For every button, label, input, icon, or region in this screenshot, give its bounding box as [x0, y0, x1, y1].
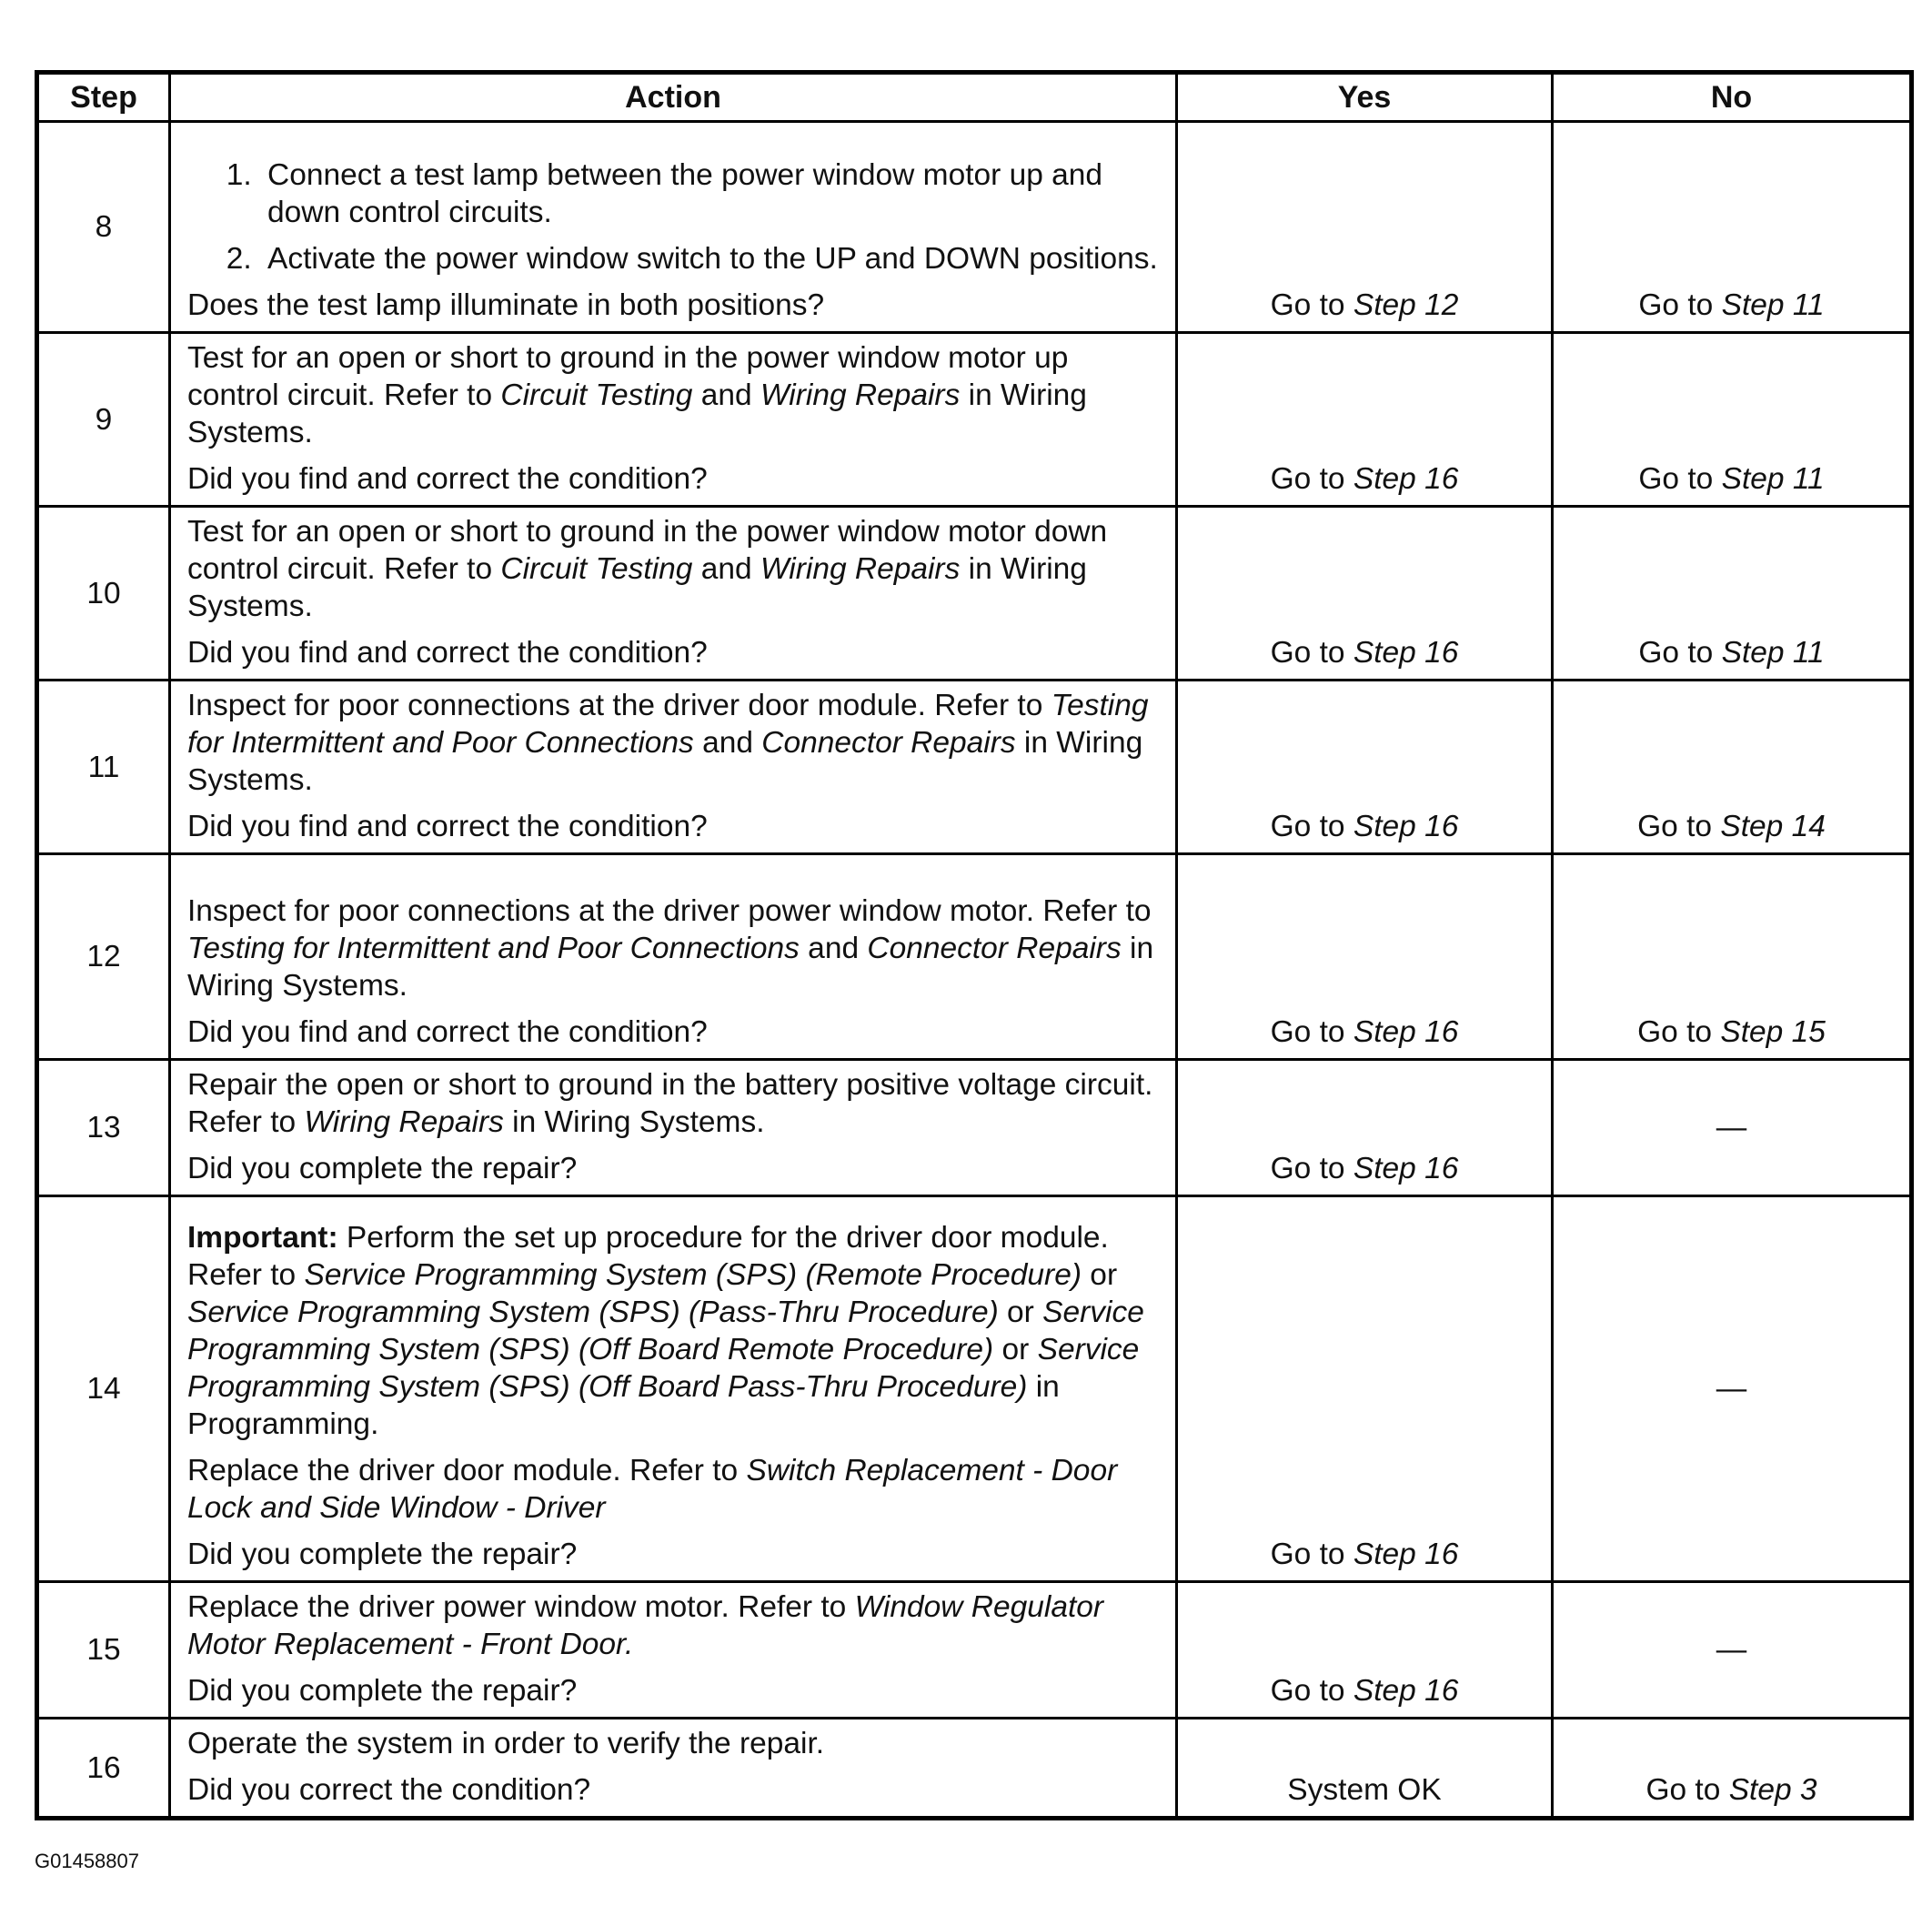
action-text: in Programming. — [187, 1370, 1060, 1441]
action-text: and — [692, 378, 760, 412]
step-number: 14 — [37, 1196, 170, 1582]
no-outcome — [1553, 681, 1912, 854]
outcome-prefix: Go to — [1270, 1538, 1353, 1571]
outcome-prefix: Go to — [1270, 1015, 1353, 1049]
step-number: 9 — [37, 333, 170, 507]
reference-link: Connector Repairs — [761, 726, 1016, 760]
yes-outcome — [1177, 1196, 1553, 1582]
step-reference: Step 11 — [1721, 636, 1825, 670]
table-row — [37, 854, 1912, 1060]
no-outcome — [1553, 1196, 1912, 1582]
outcome-text: — — [1716, 1372, 1747, 1406]
action-text: Replace the driver door module. Refer to — [187, 1454, 747, 1487]
substep-item: 2. Activate the power window switch to the UP and DOWN positions. — [260, 240, 1162, 277]
step-reference: Step 16 — [1353, 462, 1459, 496]
action-text: Test for an open or short to ground in the power window motor down control circuit. Refer to — [187, 515, 1108, 586]
outcome-prefix: Go to — [1638, 462, 1722, 496]
yes-outcome — [1177, 1719, 1553, 1819]
outcome-text: System OK — [1287, 1773, 1442, 1807]
action-question: Does the test lamp illuminate in both positions? — [187, 288, 825, 322]
action-cell — [170, 854, 1177, 1060]
action-cell — [170, 681, 1177, 854]
action-instruction — [187, 1066, 1162, 1141]
step-reference: Step 15 — [1720, 1015, 1826, 1049]
action-text: and — [799, 932, 868, 965]
step-reference: Step 11 — [1721, 288, 1825, 322]
reference-link: Service Programming System (SPS) (Pass-Thru Procedure) — [187, 1296, 999, 1329]
table-row — [37, 333, 1912, 507]
action-text: Test for an open or short to ground in the power window motor up control circuit. Refer to — [187, 341, 1069, 412]
yes-outcome — [1177, 1582, 1553, 1719]
reference-link: Testing for Intermittent and Poor Connections — [187, 932, 800, 965]
reference-link: Service Programming System (SPS) (Off Board Pass-Thru Procedure) — [187, 1333, 1140, 1404]
action-cell — [170, 1196, 1177, 1582]
outcome-prefix: Go to — [1270, 1674, 1353, 1708]
step-number: 11 — [37, 681, 170, 854]
action-text: Replace the driver power window motor. Refer to — [187, 1590, 855, 1624]
reference-link: Wiring Repairs — [760, 552, 961, 586]
reference-link: Testing for Intermittent and Poor Connections — [187, 689, 1149, 760]
reference-link: Connector Repairs — [867, 932, 1122, 965]
no-outcome — [1553, 1582, 1912, 1719]
action-text: Perform the set up procedure for the driver door module. Refer to — [187, 1221, 1109, 1292]
reference-link: Service Programming System (SPS) (Off Board Remote Procedure) — [187, 1296, 1144, 1366]
outcome-prefix: Go to — [1645, 1773, 1729, 1807]
action-text: and — [692, 552, 760, 586]
yes-outcome — [1177, 507, 1553, 681]
step-reference: Step 16 — [1353, 1538, 1459, 1571]
action-text: in Wiring Systems. — [187, 552, 1087, 623]
no-outcome — [1553, 507, 1912, 681]
step-reference: Step 16 — [1353, 1674, 1459, 1708]
action-text: or — [993, 1333, 1038, 1366]
action-cell — [170, 1060, 1177, 1196]
step-number: 16 — [37, 1719, 170, 1819]
action-question: Did you find and correct the condition? — [187, 636, 708, 670]
action-instruction — [187, 1588, 1162, 1663]
action-text: or — [998, 1296, 1043, 1329]
no-outcome — [1553, 122, 1912, 333]
action-question: Did you complete the repair? — [187, 1674, 578, 1708]
outcome-prefix: Go to — [1270, 288, 1353, 322]
header-no: No — [1553, 73, 1912, 122]
header-row — [37, 73, 1912, 122]
step-number: 12 — [37, 854, 170, 1060]
no-outcome — [1553, 333, 1912, 507]
table-row — [37, 122, 1912, 333]
step-reference: Step 11 — [1721, 462, 1825, 496]
action-text: and — [693, 726, 762, 760]
outcome-text: — — [1716, 1111, 1747, 1145]
outcome-prefix: Go to — [1270, 636, 1353, 670]
action-question: Did you find and correct the condition? — [187, 810, 708, 843]
table-row — [37, 1719, 1912, 1819]
table-row — [37, 1196, 1912, 1582]
reference-link: Circuit Testing — [500, 378, 693, 412]
diagnostic-table — [35, 70, 1914, 1820]
important-note — [187, 1219, 1162, 1443]
header-step: Step — [37, 73, 170, 122]
action-cell — [170, 507, 1177, 681]
outcome-prefix: Go to — [1270, 810, 1353, 843]
table-row — [37, 1060, 1912, 1196]
action-cell — [170, 333, 1177, 507]
reference-link: Wiring Repairs — [304, 1105, 504, 1139]
step-number: 8 — [37, 122, 170, 333]
reference-link: Service Programming System (SPS) (Remote Procedure) — [304, 1258, 1082, 1292]
action-question: Did you complete the repair? — [187, 1152, 578, 1185]
step-reference: Step 3 — [1728, 1773, 1817, 1807]
substep-list — [187, 156, 1162, 277]
substep-item: 1. Connect a test lamp between the power window motor up and down control circuits. — [260, 156, 1162, 231]
no-outcome — [1553, 1060, 1912, 1196]
action-instruction — [187, 1725, 1162, 1762]
action-question: Did you correct the condition? — [187, 1773, 591, 1807]
outcome-prefix: Go to — [1638, 636, 1722, 670]
action-text: Repair the open or short to ground in the battery positive voltage circuit. Refer to — [187, 1068, 1153, 1139]
no-outcome — [1553, 1719, 1912, 1819]
reference-link: Circuit Testing — [500, 552, 693, 586]
step-reference: Step 16 — [1353, 1152, 1459, 1185]
action-text: or — [1082, 1258, 1118, 1292]
table-row — [37, 681, 1912, 854]
step-number: 15 — [37, 1582, 170, 1719]
reference-link: Window Regulator Motor Replacement - Front Door. — [187, 1590, 1104, 1661]
action-cell — [170, 1582, 1177, 1719]
outcome-prefix: Go to — [1270, 462, 1353, 496]
action-text: Inspect for poor connections at the driver power window motor. Refer to — [187, 894, 1152, 928]
action-text: Operate the system in order to verify the repair. — [187, 1727, 825, 1760]
step-reference: Step 16 — [1353, 1015, 1459, 1049]
outcome-prefix: Go to — [1637, 1015, 1721, 1049]
step-reference: Step 12 — [1353, 288, 1459, 322]
figure-id: G01458807 — [35, 1850, 139, 1872]
action-text: in Wiring Systems. — [187, 932, 1154, 1003]
action-text: Inspect for poor connections at the driver door module. Refer to — [187, 689, 1052, 722]
action-text: in Wiring Systems. — [503, 1105, 765, 1139]
important-label: Important: — [187, 1221, 338, 1255]
header-yes: Yes — [1177, 73, 1553, 122]
action-question: Did you complete the repair? — [187, 1538, 578, 1571]
yes-outcome — [1177, 122, 1553, 333]
step-reference: Step 16 — [1353, 636, 1459, 670]
yes-outcome — [1177, 333, 1553, 507]
outcome-prefix: Go to — [1637, 810, 1721, 843]
outcome-text: — — [1716, 1633, 1747, 1667]
yes-outcome — [1177, 854, 1553, 1060]
action-instruction — [187, 687, 1162, 799]
table-row — [37, 1582, 1912, 1719]
step-number: 13 — [37, 1060, 170, 1196]
action-text: in Wiring Systems. — [187, 378, 1087, 449]
action-instruction — [187, 1452, 1162, 1527]
action-text: in Wiring Systems. — [187, 726, 1143, 797]
step-reference: Step 14 — [1720, 810, 1826, 843]
step-number: 10 — [37, 507, 170, 681]
action-instruction — [187, 339, 1162, 451]
no-outcome — [1553, 854, 1912, 1060]
yes-outcome — [1177, 681, 1553, 854]
outcome-prefix: Go to — [1638, 288, 1722, 322]
step-reference: Step 16 — [1353, 810, 1459, 843]
reference-link: Switch Replacement - Door Lock and Side Window - Driver — [187, 1454, 1118, 1525]
action-instruction — [187, 513, 1162, 625]
action-cell — [170, 1719, 1177, 1819]
action-instruction — [187, 892, 1162, 1004]
table-row — [37, 507, 1912, 681]
yes-outcome — [1177, 1060, 1553, 1196]
header-action: Action — [170, 73, 1177, 122]
action-question: Did you find and correct the condition? — [187, 462, 708, 496]
action-question: Did you find and correct the condition? — [187, 1015, 708, 1049]
action-cell — [170, 122, 1177, 333]
reference-link: Wiring Repairs — [760, 378, 961, 412]
outcome-prefix: Go to — [1270, 1152, 1353, 1185]
